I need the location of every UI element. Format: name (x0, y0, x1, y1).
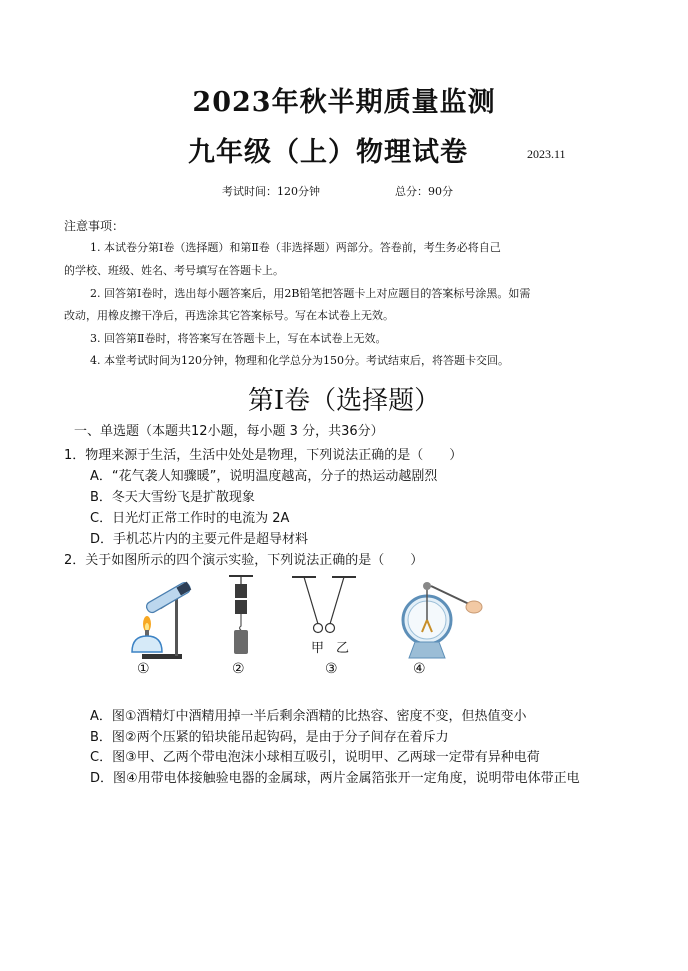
question-2-stem: 2．关于如图所示的四个演示实验，下列说法正确的是（ ） (64, 553, 424, 568)
lead-blocks-figure (226, 574, 256, 660)
ball-label-yi: 乙 (336, 641, 350, 656)
figure-label-2: ② (232, 661, 245, 677)
note-line: 4. 本堂考试时间为120分钟，物理和化学总分为150分。考试结束后，将答题卡交回。 (90, 354, 509, 367)
exam-title: 2023年秋半期质量监测 (192, 87, 496, 118)
question-1-option-b: B．冬天大雪纷飞是扩散现象 (90, 490, 255, 505)
figure-label-1: ① (137, 661, 150, 677)
note-line: 1. 本试卷分第Ⅰ卷（选择题）和第Ⅱ卷（非选择题）两部分。答卷前，考生务必将自己 (90, 241, 501, 254)
question-1-stem: 1．物理来源于生活，生活中处处是物理，下列说法正确的是（ ） (64, 448, 463, 463)
part-heading: 一、单选题（本题共12小题，每小题 3 分，共36分） (74, 424, 384, 439)
exam-date: 2023.11 (527, 147, 566, 161)
electroscope-figure (395, 574, 485, 660)
question-2-option-a: A．图①酒精灯中酒精用掉一半后剩余酒精的比热容、密度不变，但热值变小 (90, 709, 527, 724)
figure-label-3: ③ (325, 661, 338, 677)
notes-heading: 注意事项： (64, 219, 125, 233)
question-2-option-c: C．图③甲、乙两个带电泡沫小球相互吸引，说明甲、乙两球一定带有异种电荷 (90, 750, 540, 765)
question-1-option-c: C．日光灯正常工作时的电流为 2A (90, 511, 290, 526)
question-1-option-a: A．“花气袭人知骤暖”，说明温度越高，分子的热运动越剧烈 (90, 469, 438, 484)
charged-balls-figure (288, 574, 358, 644)
note-line: 改动，用橡皮擦干净后，再选涂其它答案标号。写在本试卷上无效。 (64, 309, 394, 322)
question-1-option-d: D．手机芯片内的主要元件是超导材料 (90, 532, 309, 547)
exam-subtitle: 九年级（上）物理试卷 (188, 137, 468, 168)
note-line: 2. 回答第Ⅰ卷时，选出每小题答案后，用2B铅笔把答题卡上对应题目的答案标号涂黑。如需 (90, 287, 531, 300)
ball-label-jia: 甲 (311, 641, 325, 656)
total-score: 总分：90分 (395, 185, 453, 198)
figure-label-4: ④ (413, 661, 426, 677)
note-line: 3. 回答第Ⅱ卷时，将答案写在答题卡上，写在本试卷上无效。 (90, 332, 387, 345)
question-2-option-d: D．图④用带电体接触验电器的金属球，两片金属箔张开一定角度，说明带电体带正电 (90, 771, 580, 786)
note-line: 的学校、班级、姓名、考号填写在答题卡上。 (64, 264, 284, 277)
section-title: 第Ⅰ卷（选择题） (247, 386, 441, 416)
question-2-option-b: B．图②两个压紧的铅块能吊起钩码，是由于分子间存在着斥力 (90, 730, 449, 745)
exam-time: 考试时间：120分钟 (222, 185, 320, 198)
alcohol-lamp-figure (120, 574, 200, 660)
